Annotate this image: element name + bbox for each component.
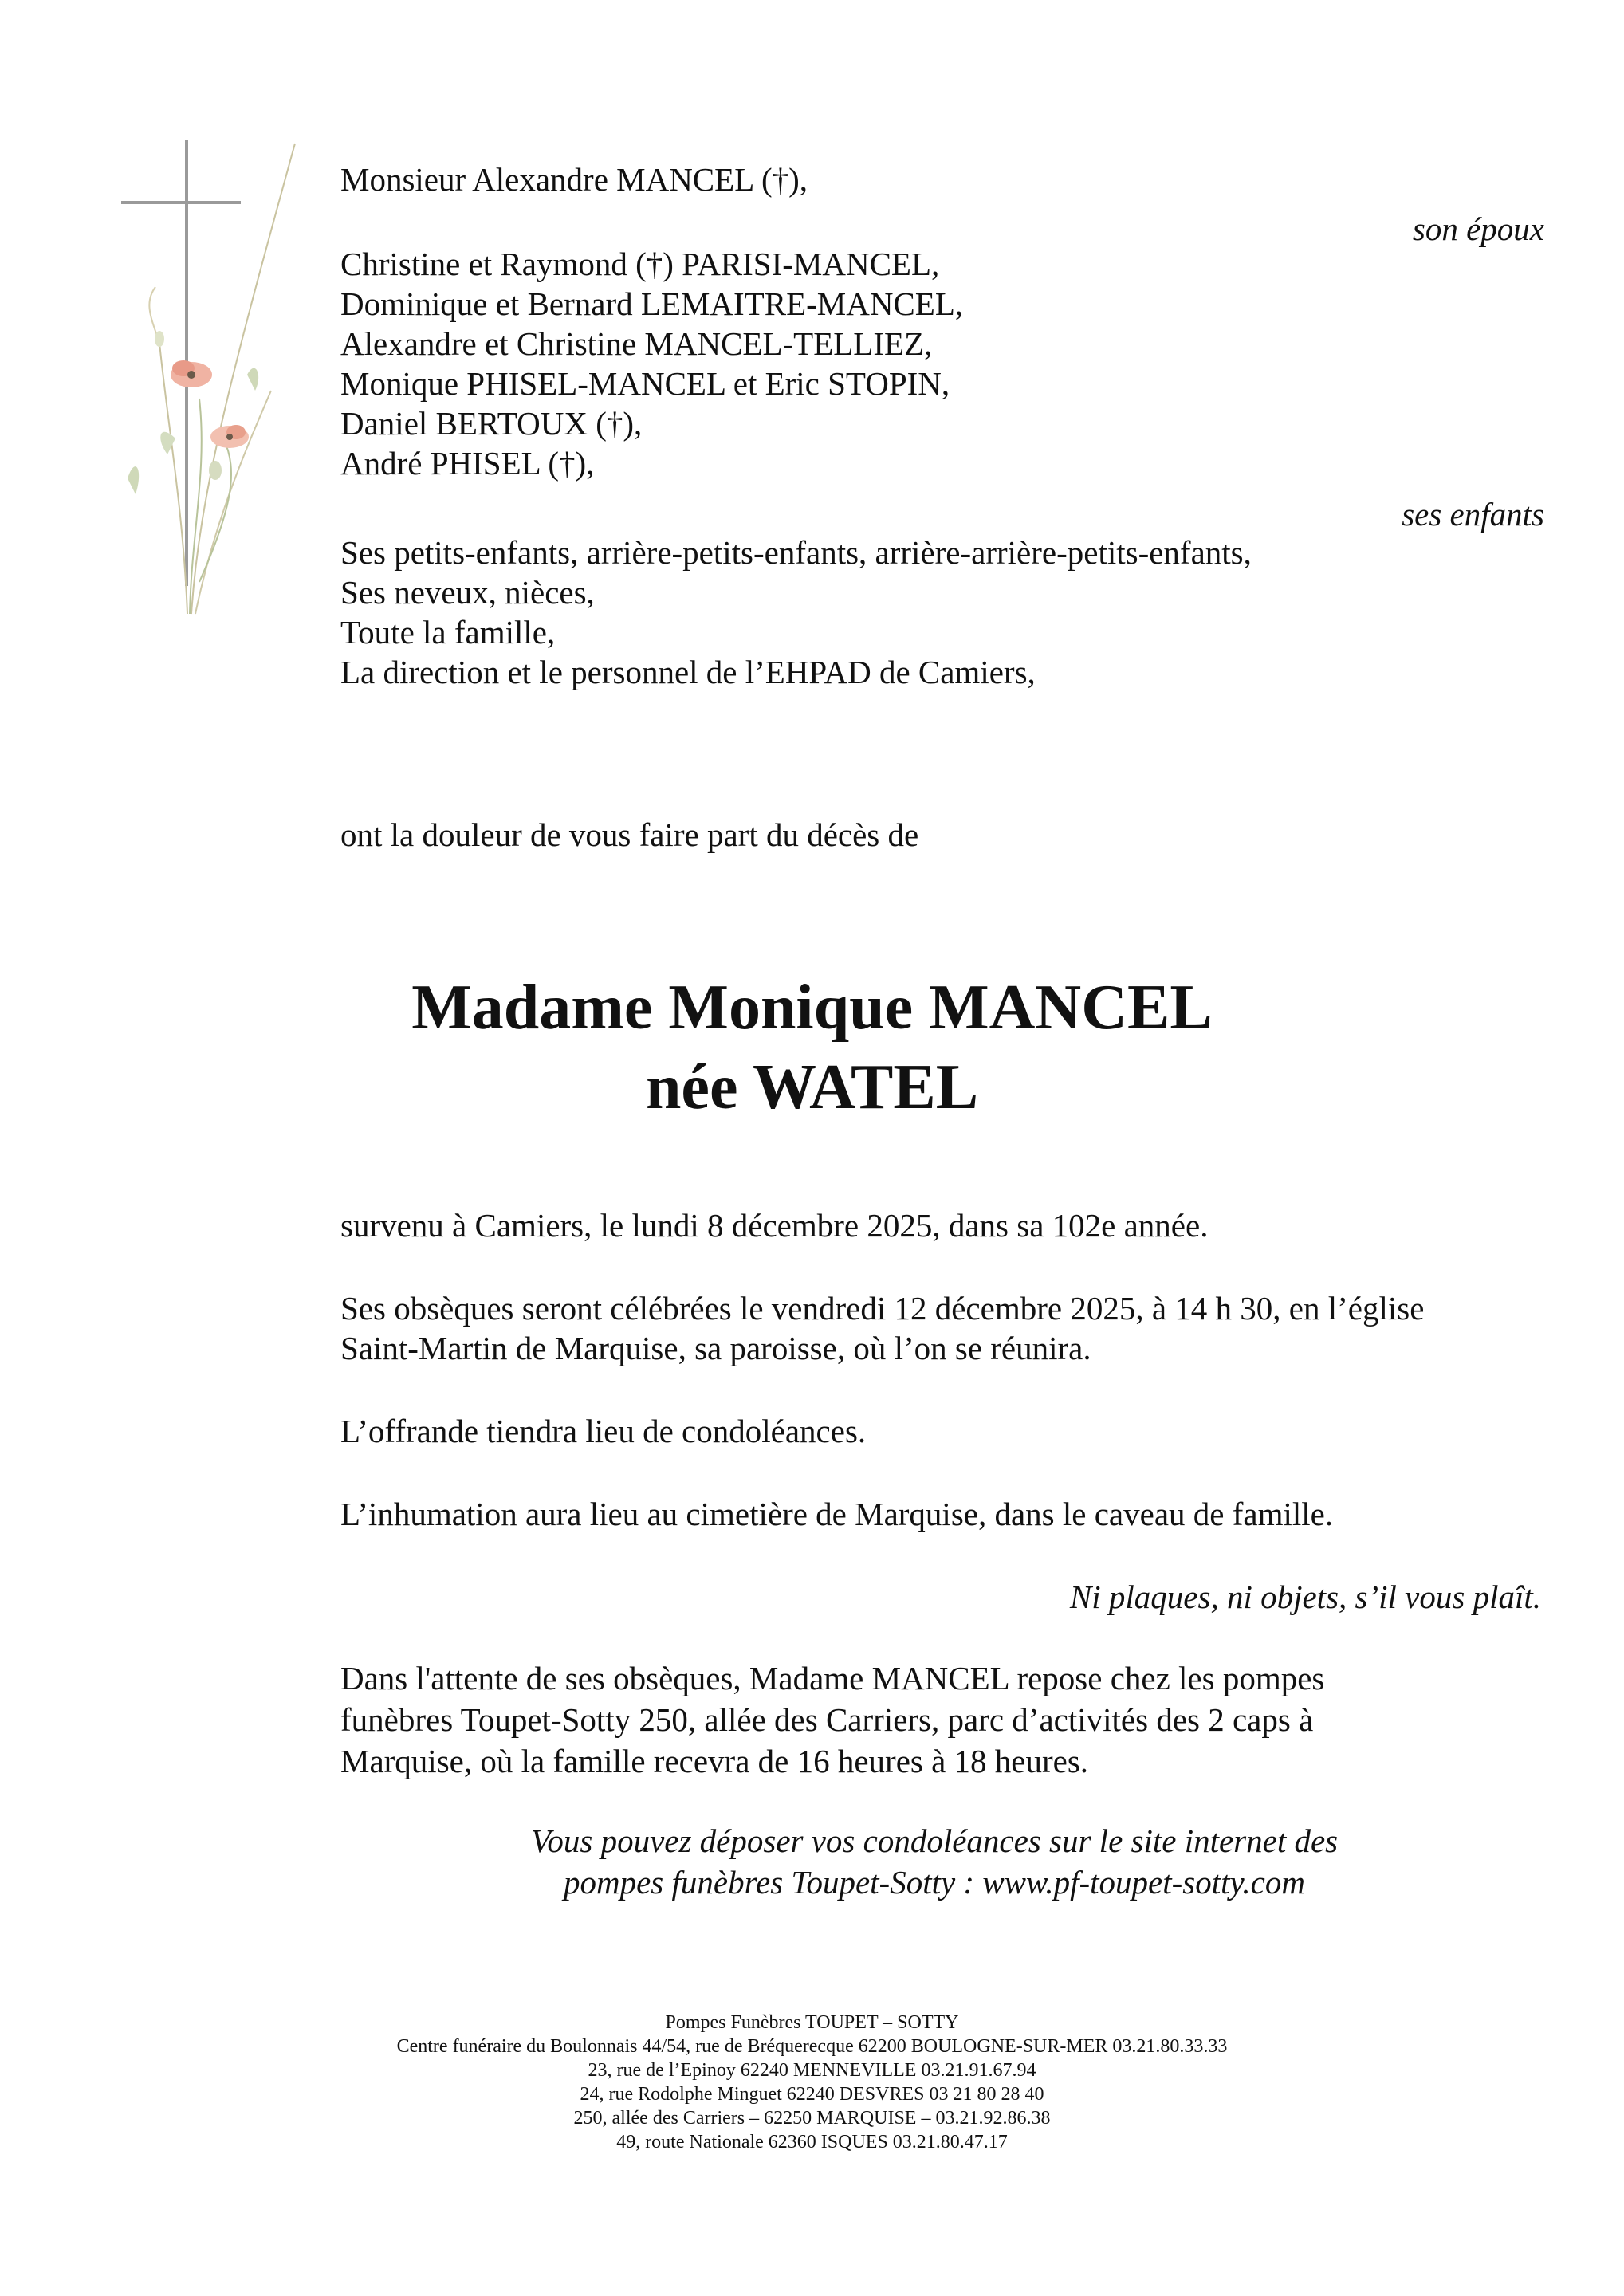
condolences-text: Vous pouvez déposer vos condoléances sur le site internet des [530,1822,1339,1859]
child-line: Dominique et Bernard LEMAITRE-MANCEL, [340,285,964,322]
no-plaques-text: Ni plaques, ni objets, s’il vous plaît. [1069,1578,1541,1615]
poppy-icon [210,425,249,448]
child-line: Monique PHISEL-MANCEL et Eric STOPIN, [340,365,950,402]
cross-flowers-illustration [112,136,335,630]
child-line: Daniel BERTOUX (†), [340,405,643,442]
footer-address: 24, rue Rodolphe Minguet 62240 DESVRES 03 21 80 28 40 [580,2084,1044,2105]
deceased-maiden-name: née WATEL [645,1052,979,1122]
rest-details: funèbres Toupet-Sotty 250, allée des Carriers, parc d’activités des 2 caps à [340,1701,1314,1738]
announcement-text: ont la douleur de vous faire part du décès de [340,816,919,853]
condolences-text: pompes funèbres Toupet-Sotty : www.pf-toupet-sotty.com [563,1864,1305,1901]
poppy-icon [171,360,212,387]
rest-details: Dans l'attente de ses obsèques, Madame MANCEL repose chez les pompes [340,1660,1325,1696]
burial-text: L’inhumation aura lieu au cimetière de Marquise, dans le caveau de famille. [340,1496,1334,1532]
funeral-details: Ses obsèques seront célébrées le vendredi 12 décembre 2025, à 14 h 30, en l’église [340,1290,1425,1327]
spouse-line: Monsieur Alexandre MANCEL (†), [340,161,808,198]
children-role: ses enfants [1402,496,1544,533]
relatives-line: La direction et le personnel de l’EHPAD de Camiers, [340,654,1036,690]
death-details: survenu à Camiers, le lundi 8 décembre 2025, dans sa 102e année. [340,1207,1209,1244]
relatives-line: Toute la famille, [340,614,556,651]
child-line: André PHISEL (†), [340,445,595,482]
footer-company: Pompes Funèbres TOUPET – SOTTY [665,2012,959,2033]
footer-address: 250, allée des Carriers – 62250 MARQUISE – 03.21.92.86.38 [573,2108,1051,2129]
relatives-line: Ses neveux, nièces, [340,574,595,611]
offering-text: L’offrande tiendra lieu de condoléances. [340,1413,867,1449]
child-line: Christine et Raymond (†) PARISI-MANCEL, [340,246,940,282]
footer-address: 49, route Nationale 62360 ISQUES 03.21.80.47.17 [616,2132,1008,2152]
deceased-name: Madame Monique MANCEL [411,973,1213,1043]
funeral-details: Saint-Martin de Marquise, sa paroisse, où l’on se réunira. [340,1330,1091,1366]
relatives-line: Ses petits-enfants, arrière-petits-enfants, arrière-arrière-petits-enfants, [340,534,1252,571]
rest-details: Marquise, où la famille recevra de 16 heures à 18 heures. [340,1743,1089,1779]
footer-address: Centre funéraire du Boulonnais 44/54, rue de Bréquerecque 62200 BOULOGNE-SUR-MER 03.21.80.33.33 [396,2036,1228,2057]
spouse-role: son époux [1412,210,1544,247]
footer-address: 23, rue de l’Epinoy 62240 MENNEVILLE 03.21.91.67.94 [588,2060,1036,2081]
child-line: Alexandre et Christine MANCEL-TELLIEZ, [340,325,933,362]
